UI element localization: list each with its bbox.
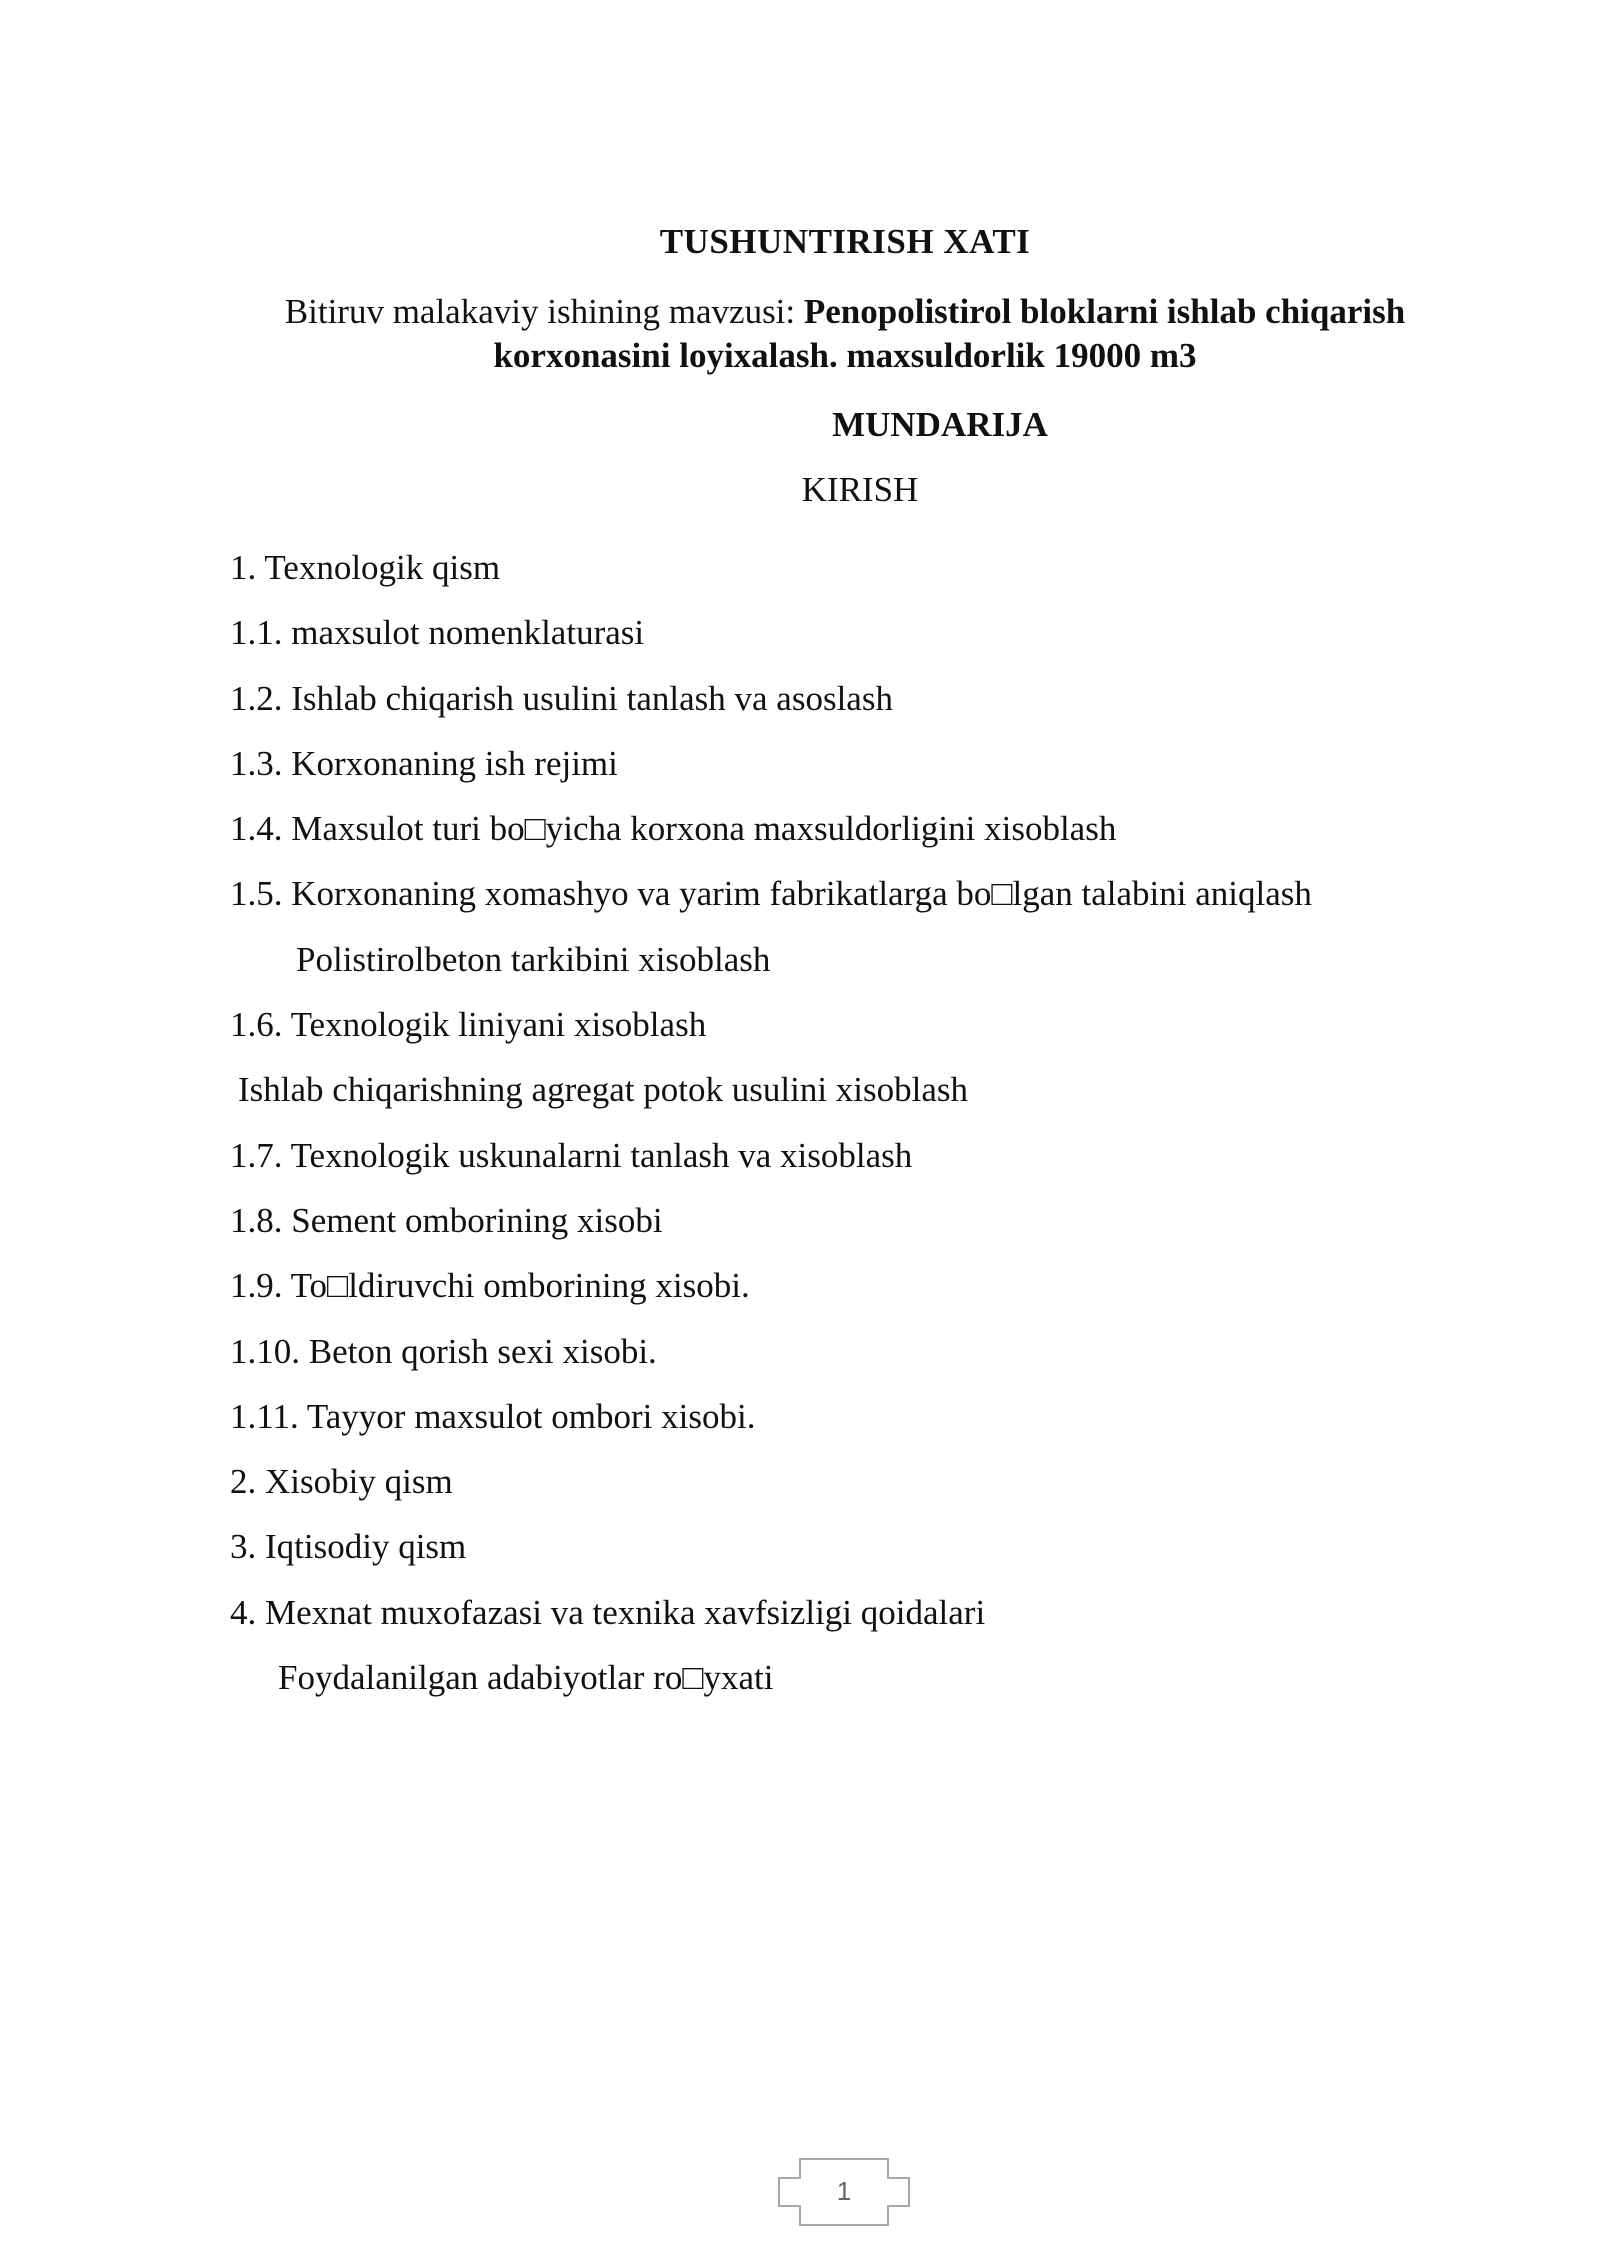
document-title: TUSHUNTIRISH XATI (659, 222, 1031, 261)
toc-item: 1.5. Korxonaning xomashyo va yarim fabrikatlarga bo□lgan talabini aniqlash (230, 874, 1312, 914)
toc-item: 1.4. Maxsulot turi bo□yicha korxona maxsuldorligini xisoblash (230, 809, 1117, 849)
toc-item: 1.8. Sement omborining xisobi (230, 1200, 663, 1240)
toc-item: 1.11. Tayyor maxsulot ombori xisobi. (230, 1396, 756, 1436)
toc-item: 1.2. Ishlab chiqarish usulini tanlash va asoslash (230, 678, 893, 718)
toc-item: 3. Iqtisodiy qism (230, 1527, 467, 1567)
page-number-box (778, 2158, 910, 2226)
intro-entry: KIRISH (801, 470, 919, 509)
toc-item: 1.9. To□ldiruvchi omborining xisobi. (230, 1266, 750, 1306)
topic-line (230, 290, 1460, 378)
topic-value: Penopolistirol bloklarni ishlab chiqarish korxonasini loyixalash. maxsuldorlik 19000 m3 (493, 292, 1406, 375)
toc-item: 1.3. Korxonaning ish rejimi (230, 743, 618, 783)
page-number: 1 (836, 2176, 852, 2206)
contents-heading: MUNDARIJA (832, 405, 1048, 444)
toc-item: 1. Texnologik qism (230, 548, 501, 587)
toc-item: 1.6. Texnologik liniyani xisoblash (230, 1005, 707, 1045)
toc-item: 1.1. maxsulot nomenklaturasi (230, 613, 645, 653)
topic-label: Bitiruv malakaviy ishining mavzusi: (284, 292, 804, 331)
toc-item: Polistirolbeton tarkibini xisoblash (296, 939, 771, 979)
toc-item: Foydalanilgan adabiyotlar ro□yxati (278, 1658, 774, 1698)
toc-item: 4. Mexnat muxofazasi va texnika xavfsizligi qoidalari (230, 1592, 986, 1632)
toc-item: 1.10. Beton qorish sexi xisobi. (230, 1331, 657, 1371)
toc-item: 2. Xisobiy qism (230, 1462, 453, 1502)
toc-item: Ishlab chiqarishning agregat potok usulini xisoblash (238, 1070, 969, 1110)
toc-item: 1.7. Texnologik uskunalarni tanlash va xisoblash (230, 1135, 913, 1175)
table-of-contents (230, 535, 1312, 1710)
